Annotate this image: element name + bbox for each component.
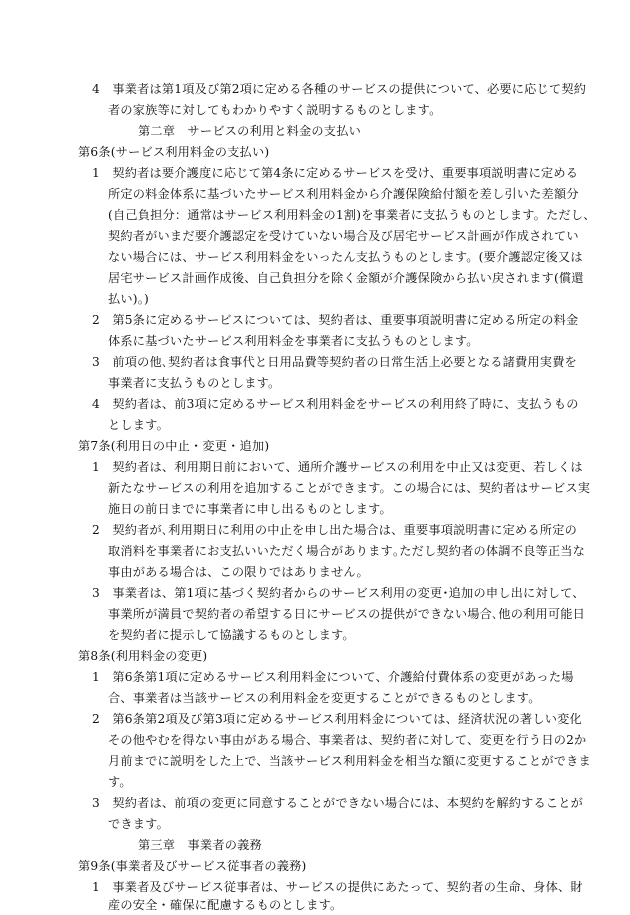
- article-heading: 第6条(サービス利用料金の支払い): [78, 145, 270, 159]
- continuation-line: 産の安全・確保に配慮するものとします。: [108, 898, 343, 912]
- continuation-line: 施日の前日までに事業者に申し出るものとします。: [108, 502, 392, 516]
- continuation-line: 払い)。): [108, 292, 149, 306]
- continuation-line: 事由がある場合は、この限りではありません。: [108, 565, 369, 579]
- item-line: 1 第6条第1項に定めるサービス利用料金について、介護給付費体系の変更があった場: [92, 670, 574, 684]
- continuation-line: (自己負担分：通常はサービス利用料金の1割)を事業者に支払うものとします。ただし、: [108, 208, 596, 222]
- continuation-line: 新たなサービスの利用を追加することができます。この場合には、契約者はサービス実: [108, 481, 591, 495]
- continuation-line: 契約者がいまだ要介護認定を受けていない場合及び居宅サービス計画が作成されてい: [108, 229, 579, 243]
- item-line: 2 契約者が､利用期日に利用の中止を申し出た場合は、重要事項説明書に定める所定の: [92, 523, 577, 537]
- item-line: 1 契約者は要介護度に応じて第4条に定めるサービスを受け、重要事項説明書に定める: [92, 166, 579, 180]
- continuation-line: できます。: [108, 817, 169, 831]
- continuation-line: 居宅サービス計画作成後、自己負担分を除く金額が介護保険から払い戻されます(償還: [108, 271, 584, 285]
- chapter-heading: 第三章 事業者の義務: [138, 838, 262, 852]
- item-line: 4 事業者は第1項及び第2項に定める各種のサービスの提供について、必要に応じて契約: [92, 82, 587, 96]
- continuation-line: を契約者に提示して協議するものとします。: [108, 628, 355, 642]
- item-line: 3 事業者は、第1項に基づく契約者からのサービス利用の変更･追加の申し出に対して、: [92, 586, 585, 600]
- chapter-heading: 第二章 サービスの利用と料金の支払い: [138, 124, 361, 138]
- continuation-line: ない場合には、サービス利用料金をいったん支払うものとします。(要介護認定後又は: [108, 250, 583, 264]
- item-line: 1 事業者及びサービス従事者は、サービスの提供にあたって、契約者の生命、身体、財: [92, 880, 583, 894]
- continuation-line: とします。: [108, 418, 169, 432]
- continuation-line: 事業者に支払うものとします。: [108, 376, 281, 390]
- continuation-line: 取消料を事業者にお支払いいただく場合があります｡ただし契約者の体調不良等正当な: [108, 544, 586, 558]
- item-line: 2 第5条に定めるサービスについては、契約者は、重要事項説明書に定める所定の料金: [92, 313, 579, 327]
- continuation-line: 者の家族等に対してもわかりやすく説明するものとします。: [108, 103, 442, 117]
- item-line: 2 第6条第2項及び第3項に定めるサービス利用料金については、経済状況の著しい変化: [92, 712, 582, 726]
- continuation-line: 体系に基づいたサービス利用料金を事業者に支払うものとします。: [108, 334, 479, 348]
- continuation-line: 月前までに説明をした上で、当該サービス利用料金を相当な額に変更することができま: [108, 754, 591, 768]
- item-line: 3 契約者は、前項の変更に同意することができない場合には、本契約を解約することが: [92, 796, 584, 810]
- continuation-line: 合、事業者は当該サービスの利用料金を変更することができるものとします。: [108, 691, 541, 705]
- continuation-line: す。: [108, 775, 132, 789]
- article-heading: 第7条(利用日の中止・変更・追加): [78, 439, 270, 453]
- continuation-line: その他やむを得ない事由がある場合、事業者は、契約者に対して、変更を行う日の2か: [108, 733, 587, 747]
- item-line: 1 契約者は、利用期日前において、通所介護サービスの利用を中止又は変更、若しくは: [92, 460, 583, 474]
- continuation-line: 所定の料金体系に基づいたサービス利用料金から介護保険給付額を差し引いた差額分: [108, 187, 579, 201]
- item-line: 4 契約者は、前3項に定めるサービス利用料金をサービスの利用終了時に、支払うもの: [92, 397, 579, 411]
- article-heading: 第9条(事業者及びサービス従事者の義務): [78, 859, 307, 873]
- article-heading: 第8条(利用料金の変更): [78, 649, 208, 663]
- continuation-line: 事業所が満員で契約者の希望する日にサービスの提供ができない場合､他の利用可能日: [108, 607, 586, 621]
- item-line: 3 前項の他､契約者は食事代と日用品費等契約者の日常生活上必要となる諸費用実費を: [92, 355, 577, 369]
